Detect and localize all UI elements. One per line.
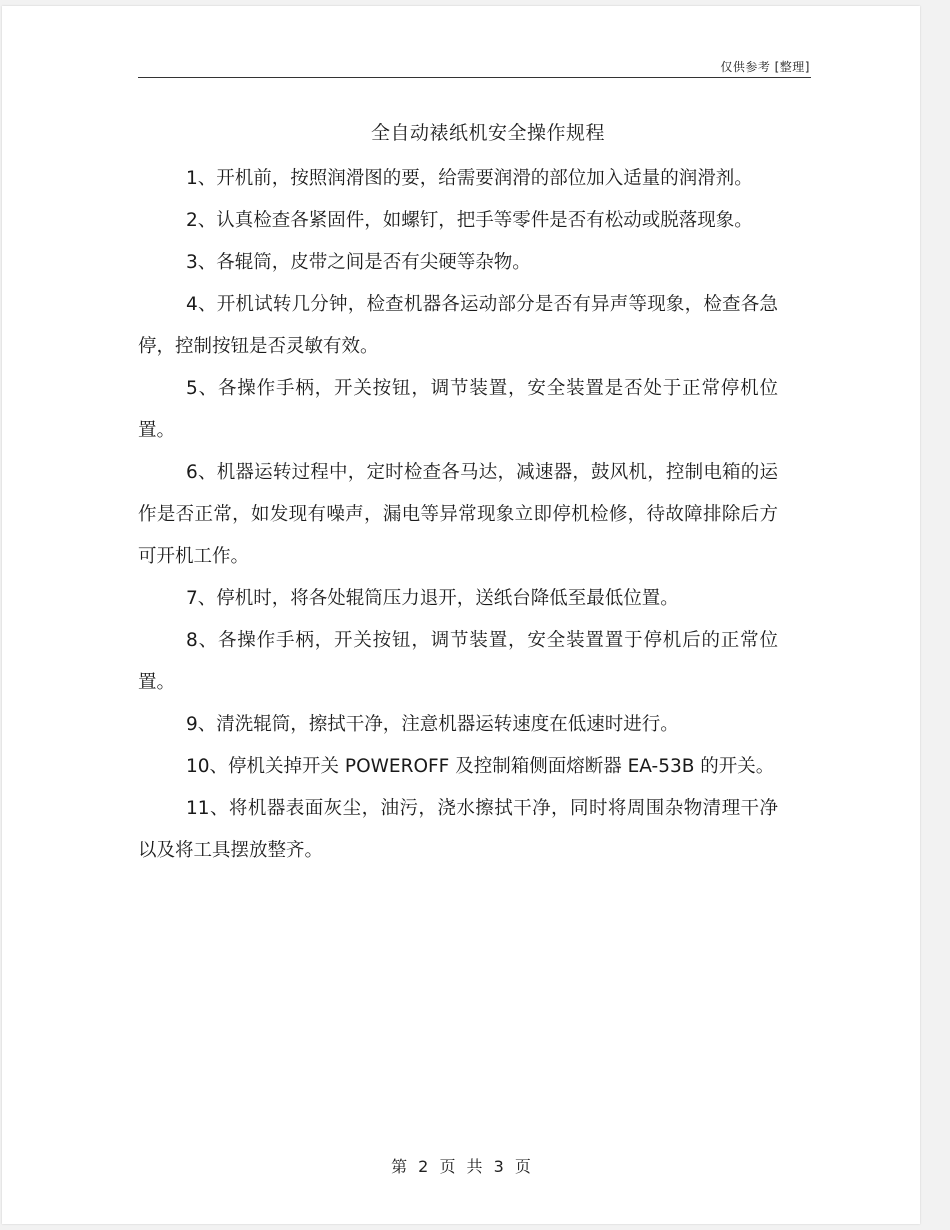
paragraph-8: 8、各操作手柄，开关按钮，调节装置，安全装置置于停机后的正常位置。 (138, 630, 778, 693)
paragraph-1: 1、开机前，按照润滑图的要，给需要润滑的部位加入适量的润滑剂。 (186, 168, 753, 189)
document-body (138, 158, 778, 872)
paragraph-2: 2、认真检查各紧固件，如螺钉，把手等零件是否有松动或脱落现象。 (186, 210, 753, 231)
document-title: 全自动裱纸机安全操作规程 (370, 122, 605, 144)
header-rule (138, 77, 811, 78)
page-number-footer: 第 2 页 共 3 页 (391, 1157, 531, 1176)
paragraph-7: 7、停机时，将各处辊筒压力退开，送纸台降低至最低位置。 (186, 588, 679, 609)
header-note: 仅供参考 [整理] (720, 60, 810, 74)
paragraph-6: 6、机器运转过程中，定时检查各马达，减速器，鼓风机，控制电箱的运作是否正常，如发现有噪声，漏电等异常现象立即停机检修，待故障排除后方可开机工作。 (138, 462, 778, 567)
paragraph-5: 5、各操作手柄，开关按钮，调节装置，安全装置是否处于正常停机位置。 (138, 378, 778, 441)
paragraph-9: 9、清洗辊筒，擦拭干净，注意机器运转速度在低速时进行。 (186, 714, 679, 735)
document-page (2, 6, 920, 1224)
paragraph-11: 11、将机器表面灰尘，油污，浇水擦拭干净，同时将周围杂物清理干净以及将工具摆放整齐。 (138, 798, 778, 861)
paragraph-10: 10、停机关掉开关 POWEROFF 及控制箱侧面熔断器 EA-53B 的开关。 (186, 756, 775, 777)
paragraph-4: 4、开机试转几分钟，检查机器各运动部分是否有异声等现象，检查各急停，控制按钮是否灵敏有效。 (138, 294, 778, 357)
paragraph-3: 3、各辊筒，皮带之间是否有尖硬等杂物。 (186, 252, 531, 273)
